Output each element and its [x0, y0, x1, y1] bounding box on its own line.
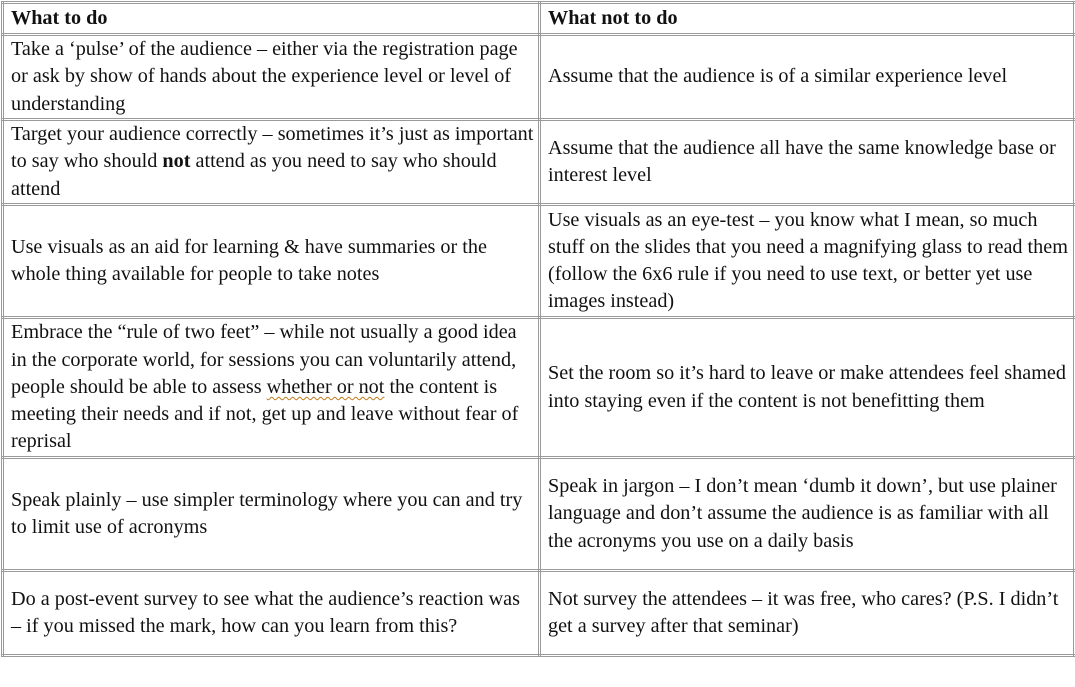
- table-row: [3, 458, 1075, 571]
- dont-cell: Not survey the attendees – it was free, who cares? (P.S. I didn’t get a survey after that seminar): [540, 571, 1075, 656]
- spellcheck-marked-phrase: whether or not: [266, 375, 385, 398]
- dont-cell: Assume that the audience is of a similar experience level: [540, 35, 1075, 120]
- dont-cell: Set the room so it’s hard to leave or make attendees feel shamed into staying even if the content is not benefitting them: [540, 318, 1075, 458]
- do-text-after: attend as you need to say who should attend: [11, 150, 497, 200]
- do-text-before: Target your audience correctly – sometimes it’s just as important to say who should: [11, 123, 534, 173]
- do-cell: Take a ‘pulse’ of the audience – either via the registration page or ask by show of hands about the experience level or level of understanding: [3, 35, 540, 120]
- table-row: [3, 35, 1075, 120]
- do-cell: Speak plainly – use simpler terminology where you can and try to limit use of acronyms: [3, 458, 540, 571]
- bold-emphasis: not: [162, 150, 191, 173]
- table-header-row: [3, 3, 1075, 35]
- dont-cell: Speak in jargon – I don’t mean ‘dumb it down’, but use plainer language and don’t assume the audience is as familiar with all the acronyms you use on a daily basis: [540, 458, 1075, 571]
- do-text-before: Embrace the “rule of two feet” – while not usually a good idea in the corporate world, for sessions you can voluntarily attend, people should be able to assess: [11, 321, 517, 398]
- do-dont-table: [1, 1, 1075, 657]
- do-cell: [3, 318, 540, 458]
- table-row: [3, 571, 1075, 656]
- do-text-after: the content is meeting their needs and if not, get up and leave without fear of reprisal: [11, 375, 519, 453]
- header-what-to-do: What to do: [3, 3, 540, 35]
- do-cell: [3, 120, 540, 205]
- dont-cell: Use visuals as an eye-test – you know what I mean, so much stuff on the slides that you need a magnifying glass to read them (follow the 6x6 rule if you need to use text, or better yet use images instead): [540, 205, 1075, 318]
- table-row: [3, 205, 1075, 318]
- table-row: [3, 318, 1075, 458]
- do-cell: Do a post-event survey to see what the audience’s reaction was – if you missed the mark, how can you learn from this?: [3, 571, 540, 656]
- do-cell: Use visuals as an aid for learning & have summaries or the whole thing available for people to take notes: [3, 205, 540, 318]
- dont-cell: Assume that the audience all have the same knowledge base or interest level: [540, 120, 1075, 205]
- table-row: [3, 120, 1075, 205]
- header-what-not-to-do: What not to do: [540, 3, 1075, 35]
